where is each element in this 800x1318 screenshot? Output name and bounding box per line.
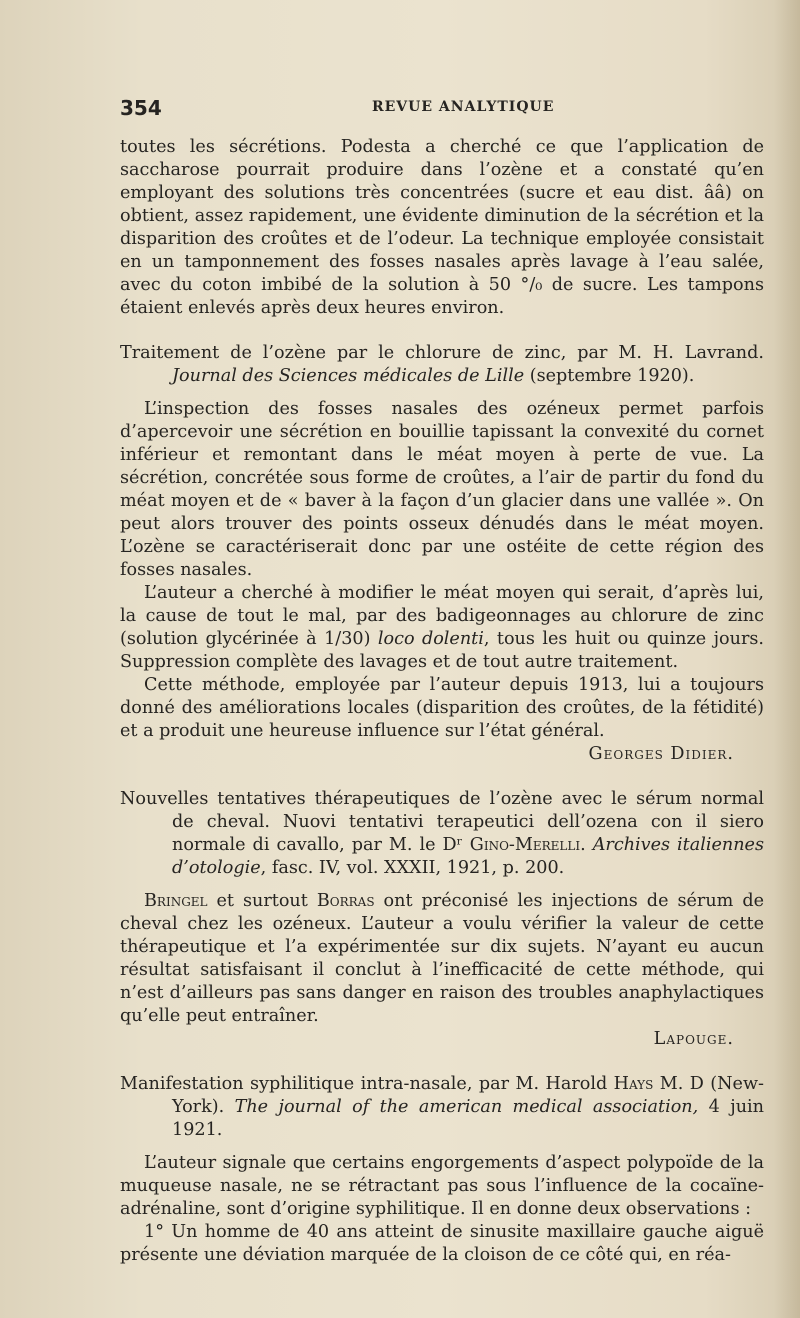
article2-name-bringel: Bringel [144, 891, 208, 911]
article3-paragraph-2: 1° Un homme de 40 ans atteint de sinusite maxillaire gauche aiguë présente une déviation marquée de la cloison de ce côté qui, en réa- [120, 1222, 764, 1265]
article2-reference: , fasc. IV, vol. XXXII, 1921, p. 200. [260, 858, 565, 878]
article3-heading [120, 1073, 764, 1142]
intro-paragraph: toutes les sécrétions. Podesta a cherché ce que l’application de saccharose pourrait produire dans l’ozène et a constaté qu’en employant des solutions très concentrées (sucre et eau dist. ââ) on obtient, assez rapidement, une évidente diminution de la sécrétion et la disparition des croûtes et de l’odeur. La technique employée consistait en un tamponnement des fosses nasales après lavage à l’eau salée, avec du coton imbibé de la solution à 50 °/₀ de sucre. Les tampons étaient enlevés après deux heures environ. [120, 137, 764, 318]
article1-p2-text-b: , tous les huit ou quinze jours. Suppression complète des lavages et de tout autre traitement. [120, 629, 764, 672]
article1-signature: Georges Didier. [588, 744, 734, 764]
article2-title: Nouvelles tentatives thérapeutiques de l’ozène avec le sérum normal de cheval. [120, 789, 764, 832]
article1-title: Traitement de l’ozène par le chlorure de zinc, [120, 343, 567, 363]
article2-paragraph-1 [120, 890, 764, 1028]
text-column [120, 136, 764, 1267]
article3-date: 4 juin 1921. [172, 1097, 764, 1140]
article1-paragraph-2 [120, 582, 764, 674]
article2-heading [120, 788, 764, 880]
article2-author: Gino-Merelli. [469, 835, 586, 855]
article1-paragraph-1: L’inspection des fosses nasales des ozéneux permet parfois d’apercevoir une sécrétion en bouillie tapissant la convexité du cornet inférieur et remontant dans le méat moyen à perte de vue. La sécrétion, concrétée sous forme de croûtes, a l’air de partir du fond du méat moyen et de « baver à la façon d’un glacier dans une vallée ». On peut alors trouver des points osseux dénudés dans le méat moyen. L’ozène se caractériserait donc par une ostéite de cette région des fosses nasales. [120, 399, 764, 580]
article1-date: (septembre 1920). [529, 366, 695, 386]
article3-journal: The journal of the american medical association, [234, 1097, 699, 1117]
article1-paragraph-3: Cette méthode, employée par l’auteur depuis 1913, lui a toujours donné des améliorations locales (disparition des croûtes, de la fétidité) et a produit une heureuse influence sur l’état général. [120, 675, 764, 741]
article3-author: Hays [613, 1074, 654, 1094]
article2-p1-text-a: et surtout [207, 891, 317, 911]
running-title: REVUE ANALYTIQUE [372, 99, 555, 115]
article1-journal: Journal des Sciences médicales de Lille [172, 366, 525, 386]
article3-byline-a: par M. Harold [472, 1074, 614, 1094]
article3-byline-b: M. D (New-York). [172, 1074, 764, 1117]
article1-p2-text-a: L’auteur a cherché à modifier le méat moyen qui serait, d’après lui, la cause de tout le mal, par des badigeonnages au chlorure de zinc (solution glycérinée à 1/30) [120, 583, 764, 649]
article2-p1-text-b: ont préconisé les injections de sérum de cheval chez les ozéneux. L’auteur a voulu vérifier la valeur de cette thérapeutique et l’a expérimentée sur dix sujets. N’ayant eu aucun résultat satisfaisant il conclut à l’inefficacité de cette méthode, qui n’est d’ailleurs pas sans danger en raison des troubles anaphylactiques qu’elle peut entraîner. [120, 891, 764, 1026]
article3-paragraph-1: L’auteur signale que certains engorgements d’aspect polypoïde de la muqueuse nasale, ne se rétractant pas sous l’influence de la cocaïne-adrénaline, sont d’origine syphilitique. Il en donne deux observations : [120, 1153, 764, 1219]
page-header [120, 96, 760, 122]
page-number: 354 [120, 96, 162, 120]
article2-signature: Lapouge. [653, 1029, 734, 1049]
article3-title: Manifestation syphilitique intra-nasale, [120, 1074, 473, 1094]
article2-journal: Archives italiennes d’otologie [172, 835, 764, 878]
article1-byline: par M. H. Lavrand. [577, 343, 764, 363]
article2-name-borras: Borras [316, 891, 375, 911]
article1-heading [120, 342, 764, 388]
page-edge-shadow [774, 0, 800, 1318]
article2-original-title: Nuovi tentativi terapeutici dell’ozena con il siero normale di cavallo, par M. le Dʳ [172, 812, 764, 855]
article1-p2-latin: loco dolenti [377, 629, 484, 649]
